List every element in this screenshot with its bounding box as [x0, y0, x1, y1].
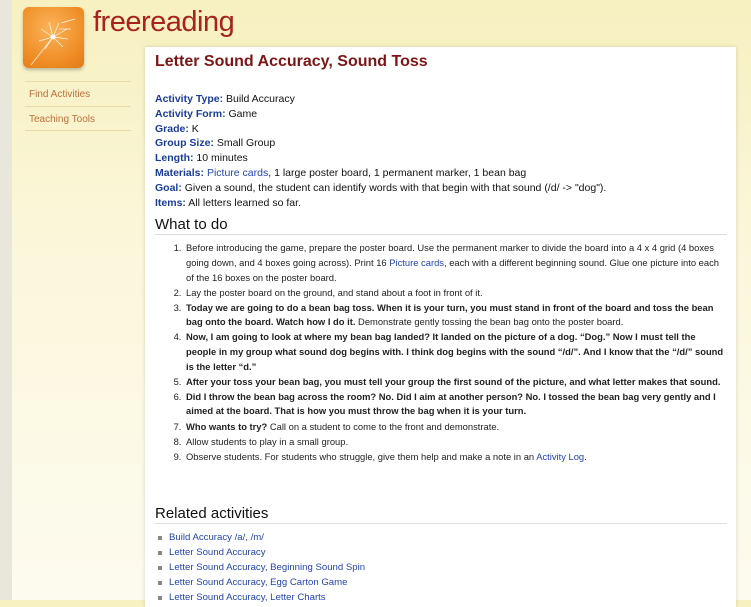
related-activity-link[interactable]: Letter Sound Accuracy, Egg Carton Game	[169, 577, 348, 589]
related-activity-link[interactable]: Build Accuracy /a/, /m/	[169, 532, 264, 544]
step-script: Did I throw the bean bag across the room? No. Did I aim at another person? No. I tossed the bean bag very gently and I aimed at the board. That is how you must throw the bag when it is your turn.	[186, 390, 716, 417]
brand-part-reading: reading	[140, 6, 235, 38]
info-activity-type	[155, 92, 727, 107]
step	[184, 390, 727, 419]
step-script: Who wants to try?	[186, 420, 268, 432]
step-text: .	[584, 450, 587, 462]
value: Given a sound, the student can identify words with that begin with that sound (/d/ -> "dog").	[181, 181, 607, 194]
label: Activity Type:	[155, 93, 224, 105]
value: Game	[225, 107, 258, 120]
what-to-do-heading: What to do	[155, 216, 727, 235]
list-item	[158, 530, 727, 545]
label: Items:	[155, 196, 186, 209]
list-item	[158, 590, 727, 605]
related-activity-link[interactable]: Letter Sound Accuracy, Beginning Sound Spin	[169, 562, 366, 574]
list-item	[158, 545, 727, 560]
info-grade	[155, 122, 727, 137]
value: All letters learned so far.	[185, 196, 301, 209]
info-activity-form	[155, 107, 727, 122]
label: Group Size:	[155, 137, 214, 150]
step-text: Before introducing the game, prepare the poster board. Use the permanent marker to divide the board into a 4 x 4 grid (4 boxes going down, and 4 boxes going across). Print 16	[186, 242, 714, 268]
step-text: Demonstrate gently tossing the bean bag onto the poster board.	[355, 316, 624, 328]
value: Build Accuracy	[223, 93, 295, 105]
sidebar	[25, 81, 131, 131]
step	[184, 286, 727, 301]
value: 10 minutes	[193, 152, 248, 165]
sidebar-item-find-activities[interactable]: Find Activities	[25, 81, 131, 106]
picture-cards-link[interactable]: Picture cards	[204, 166, 269, 179]
page-title: Letter Sound Accuracy, Sound Toss	[155, 53, 428, 70]
label: Goal:	[155, 181, 182, 194]
window-edge	[0, 0, 12, 600]
value: K	[188, 122, 199, 135]
label: Materials:	[155, 166, 205, 179]
dandelion-logo-icon[interactable]	[23, 7, 84, 68]
step	[184, 375, 727, 390]
step-script: After your toss your bean bag, you must tell your group the first sound of the picture, and what letter makes that sound.	[186, 375, 721, 387]
step-script: Today we are going to do a bean bag toss. When it is your turn, you must stand in front of the board and toss the bean bag onto the board. Watch how I do it.	[186, 301, 714, 328]
list-item	[158, 575, 727, 590]
step	[184, 330, 727, 374]
info-materials	[155, 166, 727, 181]
related-activity-link[interactable]: Letter Sound Accuracy, Letter Charts	[169, 592, 326, 604]
label: Grade:	[155, 122, 189, 135]
value: Small Group	[213, 137, 276, 150]
step-script: Now, I am going to look at where my bean bag landed? It landed on the picture of a dog. “Dog.” Now I must tell the people in my group what sound dog begins with. I think dog begins with the sound “/d/”. And I know that the “/d/” sound is the letter “d.”	[186, 331, 724, 372]
step-text: , each with a different beginning sound. Glue one picture into each of the 16 boxes on the poster board.	[186, 256, 719, 283]
label: Activity Form:	[155, 107, 226, 120]
step	[184, 435, 727, 450]
steps-list	[184, 241, 727, 464]
activity-log-link[interactable]: Activity Log	[536, 450, 585, 462]
step	[184, 420, 727, 435]
step	[184, 301, 727, 330]
related-activities-heading: Related activities	[155, 505, 727, 524]
step-text: Call on a student to come to the front and demonstrate.	[267, 420, 500, 432]
picture-cards-link[interactable]: Picture cards	[389, 256, 444, 268]
info-group-size	[155, 136, 727, 151]
freereading-brand[interactable]	[93, 6, 234, 39]
related-activities-list	[158, 530, 727, 605]
list-item	[158, 560, 727, 575]
brand-part-free: free	[93, 6, 141, 38]
activity-info	[155, 92, 727, 210]
info-length	[155, 151, 727, 166]
value: , 1 large poster board, 1 permanent marker, 1 bean bag	[268, 166, 527, 179]
info-items	[155, 196, 727, 211]
step	[184, 241, 727, 285]
step-text: Observe students. For students who struggle, give them help and make a note in an	[186, 450, 537, 462]
main-content	[145, 47, 736, 607]
label: Length:	[155, 152, 194, 165]
step-text: Lay the poster board on the ground, and stand about a foot in front of it.	[186, 286, 483, 298]
step-text: Allow students to play in a small group.	[186, 435, 349, 447]
sidebar-item-teaching-tools[interactable]: Teaching Tools	[25, 106, 131, 131]
step	[184, 450, 727, 465]
related-activity-link[interactable]: Letter Sound Accuracy	[169, 547, 266, 559]
info-goal	[155, 181, 727, 196]
